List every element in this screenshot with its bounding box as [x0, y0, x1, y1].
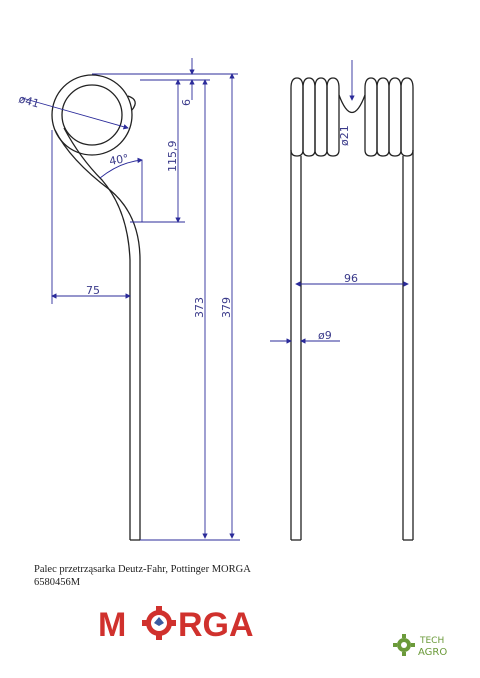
label-bend-angle: 40°	[108, 151, 130, 168]
techagro-line2: AGRO	[418, 647, 448, 658]
cog-icon	[393, 634, 415, 656]
side-view	[52, 75, 140, 540]
product-title: Palec przetrząsarka Deutz-Fahr, Pottinger MORGA	[34, 564, 251, 575]
gear-icon	[142, 606, 176, 640]
coil-loop-l2	[303, 78, 315, 156]
label-length-373: 373	[193, 297, 206, 318]
front-view	[291, 78, 413, 540]
label-wire-diameter: ø9	[318, 329, 332, 342]
coil-inner	[62, 85, 122, 145]
techagro-line1: TECH	[420, 636, 445, 646]
techagro-logo	[393, 632, 465, 660]
label-length-379: 379	[220, 297, 233, 318]
label-horizontal-offset: 75	[86, 284, 100, 297]
morga-logo-m: M	[98, 606, 127, 644]
coil-outer	[52, 75, 132, 155]
label-offset-top: 6	[180, 99, 193, 106]
wire-leg-inner	[64, 128, 130, 540]
wire-leg-outer	[55, 130, 140, 540]
coil-loop-r1	[365, 78, 377, 156]
coil-loop-l3	[315, 78, 327, 156]
label-leg-spacing: 96	[344, 272, 358, 285]
front-view-labels	[318, 125, 358, 342]
coil-loop-r4	[401, 78, 413, 156]
label-coil-diameter: ø41	[17, 92, 41, 111]
coil-loop-r2	[377, 78, 389, 156]
label-inner-coil-diameter: ø21	[338, 125, 351, 146]
product-code: 6580456M	[34, 577, 81, 588]
label-coil-height: 115,9	[166, 140, 179, 172]
morga-logo	[98, 600, 258, 646]
side-view-labels	[17, 92, 233, 318]
morga-logo-rga: RGA	[178, 606, 254, 644]
coil-loop-r3	[389, 78, 401, 156]
coil-loop-l1	[291, 78, 303, 156]
